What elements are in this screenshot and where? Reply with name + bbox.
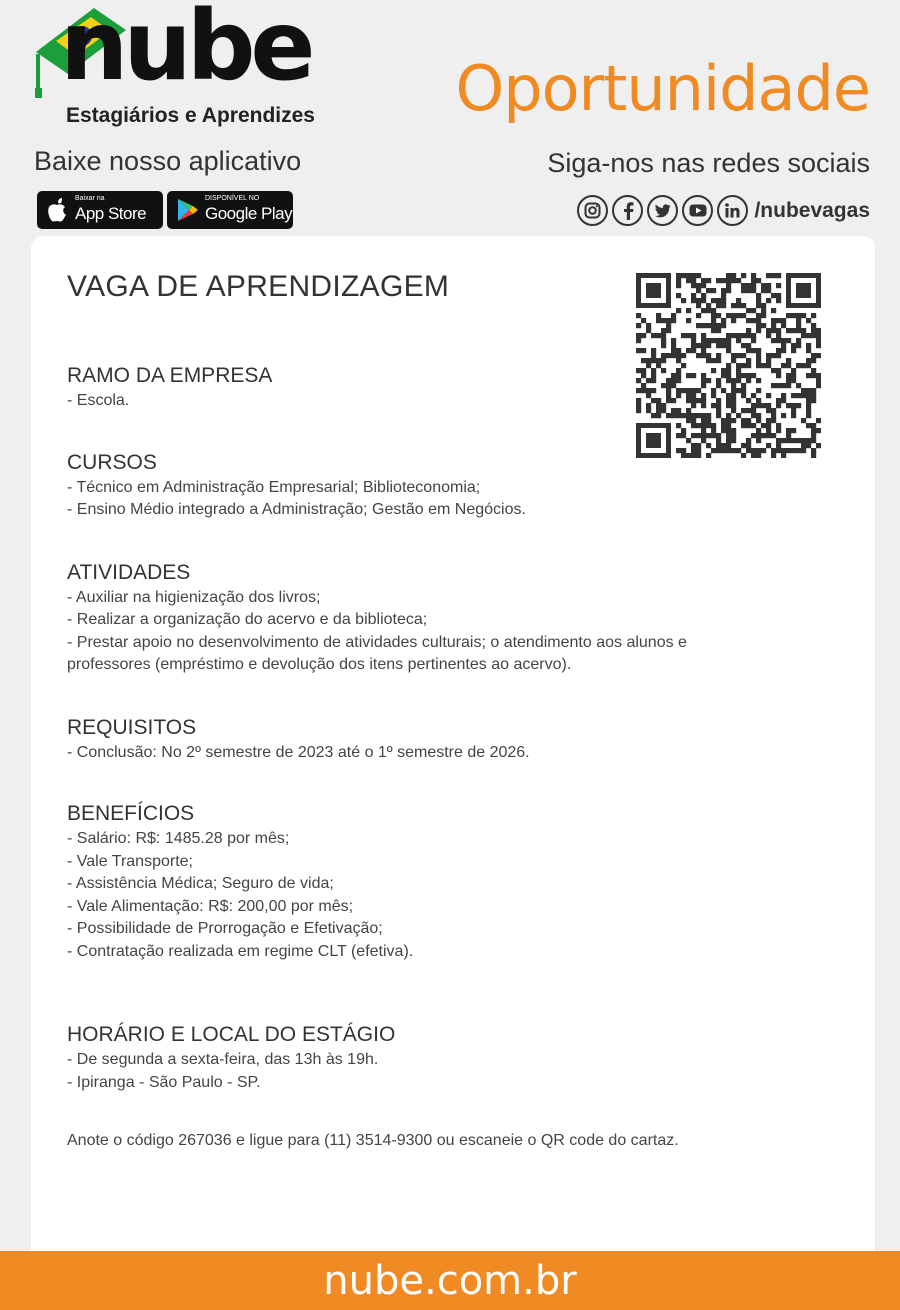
section-line: - Salário: R$: 1485.28 por mês;: [67, 830, 290, 847]
logo-subtitle: Estagiários e Aprendizes: [66, 104, 315, 127]
linkedin-icon[interactable]: [717, 195, 748, 226]
google-play-label: Google Play: [205, 204, 293, 223]
app-store-small-label: Baixar na: [75, 195, 105, 202]
youtube-icon[interactable]: [682, 195, 713, 226]
section-title: CURSOS: [67, 450, 157, 474]
section-line: - Assistência Médica; Seguro de vida;: [67, 875, 334, 892]
twitter-icon[interactable]: [647, 195, 678, 226]
section-title: ATIVIDADES: [67, 560, 191, 584]
contact-note: Anote o código 267036 e ligue para (11) 3514-9300 ou escaneie o QR code do cartaz.: [67, 1132, 679, 1149]
section-line: - Escola.: [67, 392, 130, 409]
section-ramo: [67, 362, 827, 413]
section-title: BENEFÍCIOS: [67, 802, 195, 825]
section-beneficios: [67, 800, 827, 963]
section-requisitos: [67, 714, 827, 765]
apple-icon: [47, 198, 67, 222]
section-line: - Ipiranga - São Paulo - SP.: [67, 1073, 261, 1091]
section-line: - Técnico em Administração Empresarial; Biblioteconomia;: [67, 478, 481, 496]
section-title: HORÁRIO E LOCAL DO ESTÁGIO: [67, 1023, 396, 1046]
section-line: - Contratação realizada em regime CLT (efetiva).: [67, 942, 414, 960]
google-play-small-label: DISPONÍVEL NO: [205, 195, 260, 202]
section-horario: [67, 1021, 827, 1094]
social-links: [577, 195, 870, 226]
section-line: - Realizar a organização do acervo e da biblioteca;: [67, 611, 428, 628]
section-line: - Vale Transporte;: [67, 852, 193, 870]
section-atividades: [67, 559, 827, 677]
instagram-icon[interactable]: [577, 195, 608, 226]
job-content: [67, 270, 827, 1153]
section-line: - Vale Alimentação: R$: 200,00 por mês;: [67, 897, 354, 915]
social-handle: /nubevagas: [754, 198, 870, 222]
google-play-button[interactable]: [167, 191, 293, 229]
google-play-icon: [177, 198, 199, 222]
section-line: - De segunda a sexta-feira, das 13h às 19h.: [67, 1051, 379, 1068]
section-line: - Possibilidade de Prorrogação e Efetivação;: [67, 920, 383, 937]
social-prompt: Siga-nos nas redes sociais: [547, 148, 870, 178]
nube-logo: [34, 0, 334, 130]
section-line: - Conclusão: No 2º semestre de 2023 até o 1º semestre de 2026.: [67, 743, 530, 761]
logo-wordmark: nube: [60, 0, 311, 102]
app-store-button[interactable]: [37, 191, 163, 229]
footer-url[interactable]: nube.com.br: [323, 1257, 577, 1304]
facebook-icon[interactable]: [612, 195, 643, 226]
app-prompt: Baixe nosso aplicativo: [34, 146, 302, 176]
section-title: REQUISITOS: [67, 715, 197, 739]
section-line: - Prestar apoio no desenvolvimento de atividades culturais; o atendimento aos alunos e: [67, 633, 687, 651]
section-line: - Auxiliar na higienização dos livros;: [67, 588, 321, 606]
section-cursos: [67, 449, 827, 522]
app-store-label: App Store: [75, 204, 147, 223]
footer-bar: [0, 1251, 900, 1310]
section-line: - Ensino Médio integrado a Administração; Gestão em Negócios.: [67, 501, 526, 518]
headline: Oportunidade: [455, 52, 870, 125]
job-title: VAGA DE APRENDIZAGEM: [67, 270, 450, 303]
section-title: RAMO DA EMPRESA: [67, 364, 273, 387]
section-line: professores (empréstimo e devolução dos itens pertinentes ao acervo).: [67, 656, 572, 673]
